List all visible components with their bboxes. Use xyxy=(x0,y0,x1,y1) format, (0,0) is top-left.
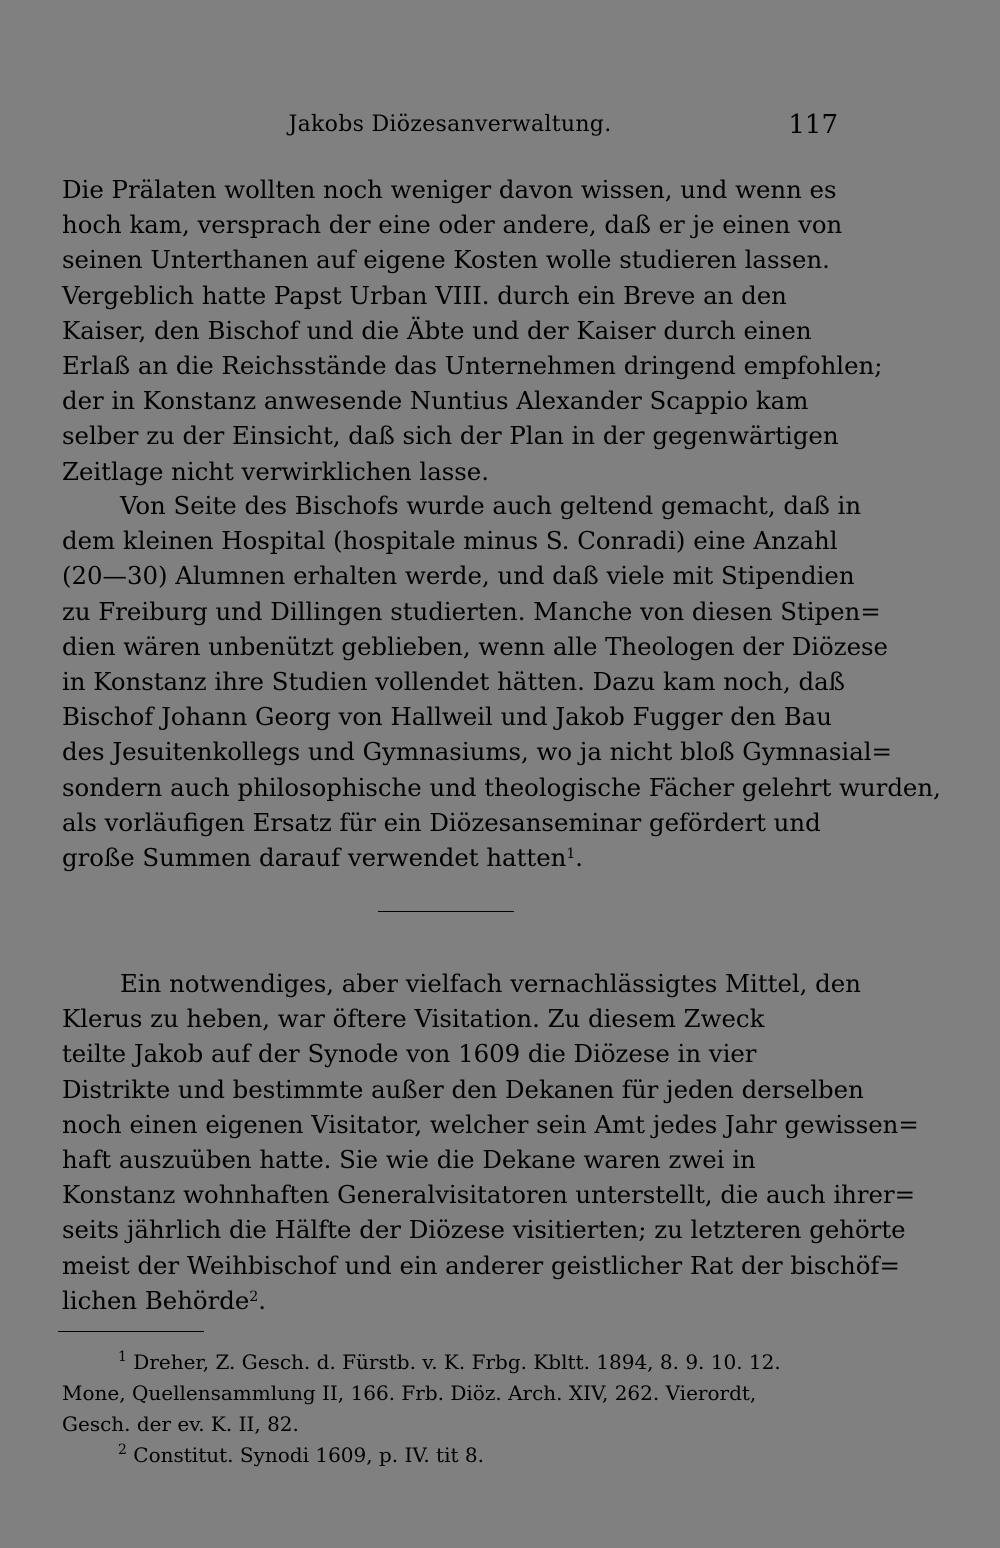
text-line: Kaiser, den Bischof und die Äbte und der Kaiser durch einen xyxy=(62,315,812,345)
footnote-text: Constitut. Synodi 1609, p. IV. tit 8. xyxy=(133,1443,484,1467)
text-line: dien wären unbenützt geblieben, wenn alle Theologen der Diözese xyxy=(62,631,888,661)
sentence-end: . xyxy=(575,842,584,872)
text-line: Von Seite des Bischofs wurde auch geltend gemacht, daß in xyxy=(120,491,862,520)
text-line: (20—30) Alumnen erhalten werde, und daß viele mit Stipendien xyxy=(62,561,855,591)
text-line: Vergeblich hatte Papst Urban VIII. durch ein Breve an den xyxy=(62,280,787,310)
text-line: seits jährlich die Hälfte der Diözese visitierten; zu letzteren gehörte xyxy=(62,1215,906,1245)
text-line-content: große Summen darauf verwendet hatten xyxy=(62,842,567,872)
footnote-line xyxy=(62,1347,838,1378)
text-line: meist der Weihbischof und ein anderer geistlicher Rat der bischöf= xyxy=(62,1250,900,1280)
sentence-end: . xyxy=(258,1285,267,1315)
text-line: als vorläufigen Ersatz für ein Diözesanseminar gefördert und xyxy=(62,807,821,837)
page-number: 117 xyxy=(788,110,838,140)
running-title: Jakobs Diözesanverwaltung. xyxy=(288,112,612,137)
footnote-rule xyxy=(58,1331,204,1332)
text-line: Konstanz wohnhaften Generalvisitatoren unterstellt, die auch ihrer= xyxy=(62,1180,916,1210)
paragraph-2 xyxy=(62,488,941,875)
text-line: der in Konstanz anwesende Nuntius Alexander Scappio kam xyxy=(62,386,809,416)
text-line: Zeitlage nicht verwirklichen lasse. xyxy=(62,456,489,486)
text-line xyxy=(62,1283,838,1318)
section-divider xyxy=(378,911,514,912)
footnote-line: Gesch. der ev. K. II, 82. xyxy=(62,1412,299,1436)
footnote-text: Dreher, Z. Gesch. d. Fürstb. v. K. Frbg. Kbltt. 1894, 8. 9. 10. 12. xyxy=(133,1350,781,1374)
footnote-marker: 1 xyxy=(118,1349,127,1365)
text-line: Die Prälaten wollten noch weniger davon wissen, und wenn es xyxy=(62,175,837,204)
paragraph-3 xyxy=(62,966,919,1318)
text-line: des Jesuitenkollegs und Gymnasiums, wo ja nicht bloß Gymnasial= xyxy=(62,737,892,767)
text-line: Ein notwendiges, aber vielfach vernachlässigtes Mittel, den xyxy=(120,969,861,998)
paragraph-1 xyxy=(62,172,883,489)
text-line: noch einen eigenen Visitator, welcher sein Amt jedes Jahr gewissen= xyxy=(62,1109,919,1139)
footnote-line xyxy=(62,1440,838,1471)
footnote-marker: 2 xyxy=(118,1442,127,1458)
text-line: hoch kam, versprach der eine oder andere, daß er je einen von xyxy=(62,210,843,240)
text-line: seinen Unterthanen auf eigene Kosten wolle studieren lassen. xyxy=(62,245,830,275)
text-line: sondern auch philosophische und theologische Fächer gelehrt wurden, xyxy=(62,772,941,802)
text-line: selber zu der Einsicht, daß sich der Plan in der gegenwärtigen xyxy=(62,421,839,451)
text-line xyxy=(62,840,838,875)
footnote-ref[interactable]: 1 xyxy=(566,845,576,862)
text-line: in Konstanz ihre Studien vollendet hätten. Dazu kam noch, daß xyxy=(62,666,845,696)
footnote-line: Mone, Quellensammlung II, 166. Frb. Diöz. Arch. XIV, 262. Vierordt, xyxy=(62,1381,757,1405)
text-line: Bischof Johann Georg von Hallweil und Jakob Fugger den Bau xyxy=(62,702,832,732)
page-header xyxy=(62,112,838,142)
footnotes xyxy=(62,1347,838,1471)
text-line: haft auszuüben hatte. Sie wie die Dekane waren zwei in xyxy=(62,1144,756,1174)
text-line-content: lichen Behörde xyxy=(62,1285,250,1315)
text-line: dem kleinen Hospital (hospitale minus S. Conradi) eine Anzahl xyxy=(62,526,838,556)
text-line: zu Freiburg und Dillingen studierten. Manche von diesen Stipen= xyxy=(62,596,881,626)
text-line: Distrikte und bestimmte außer den Dekanen für jeden derselben xyxy=(62,1074,864,1104)
text-line: Erlaß an die Reichsstände das Unternehmen dringend empfohlen; xyxy=(62,350,883,380)
footnote-ref[interactable]: 2 xyxy=(249,1288,259,1305)
text-line: teilte Jakob auf der Synode von 1609 die Diözese in vier xyxy=(62,1039,757,1069)
text-line: Klerus zu heben, war öftere Visitation. Zu diesem Zweck xyxy=(62,1004,765,1034)
